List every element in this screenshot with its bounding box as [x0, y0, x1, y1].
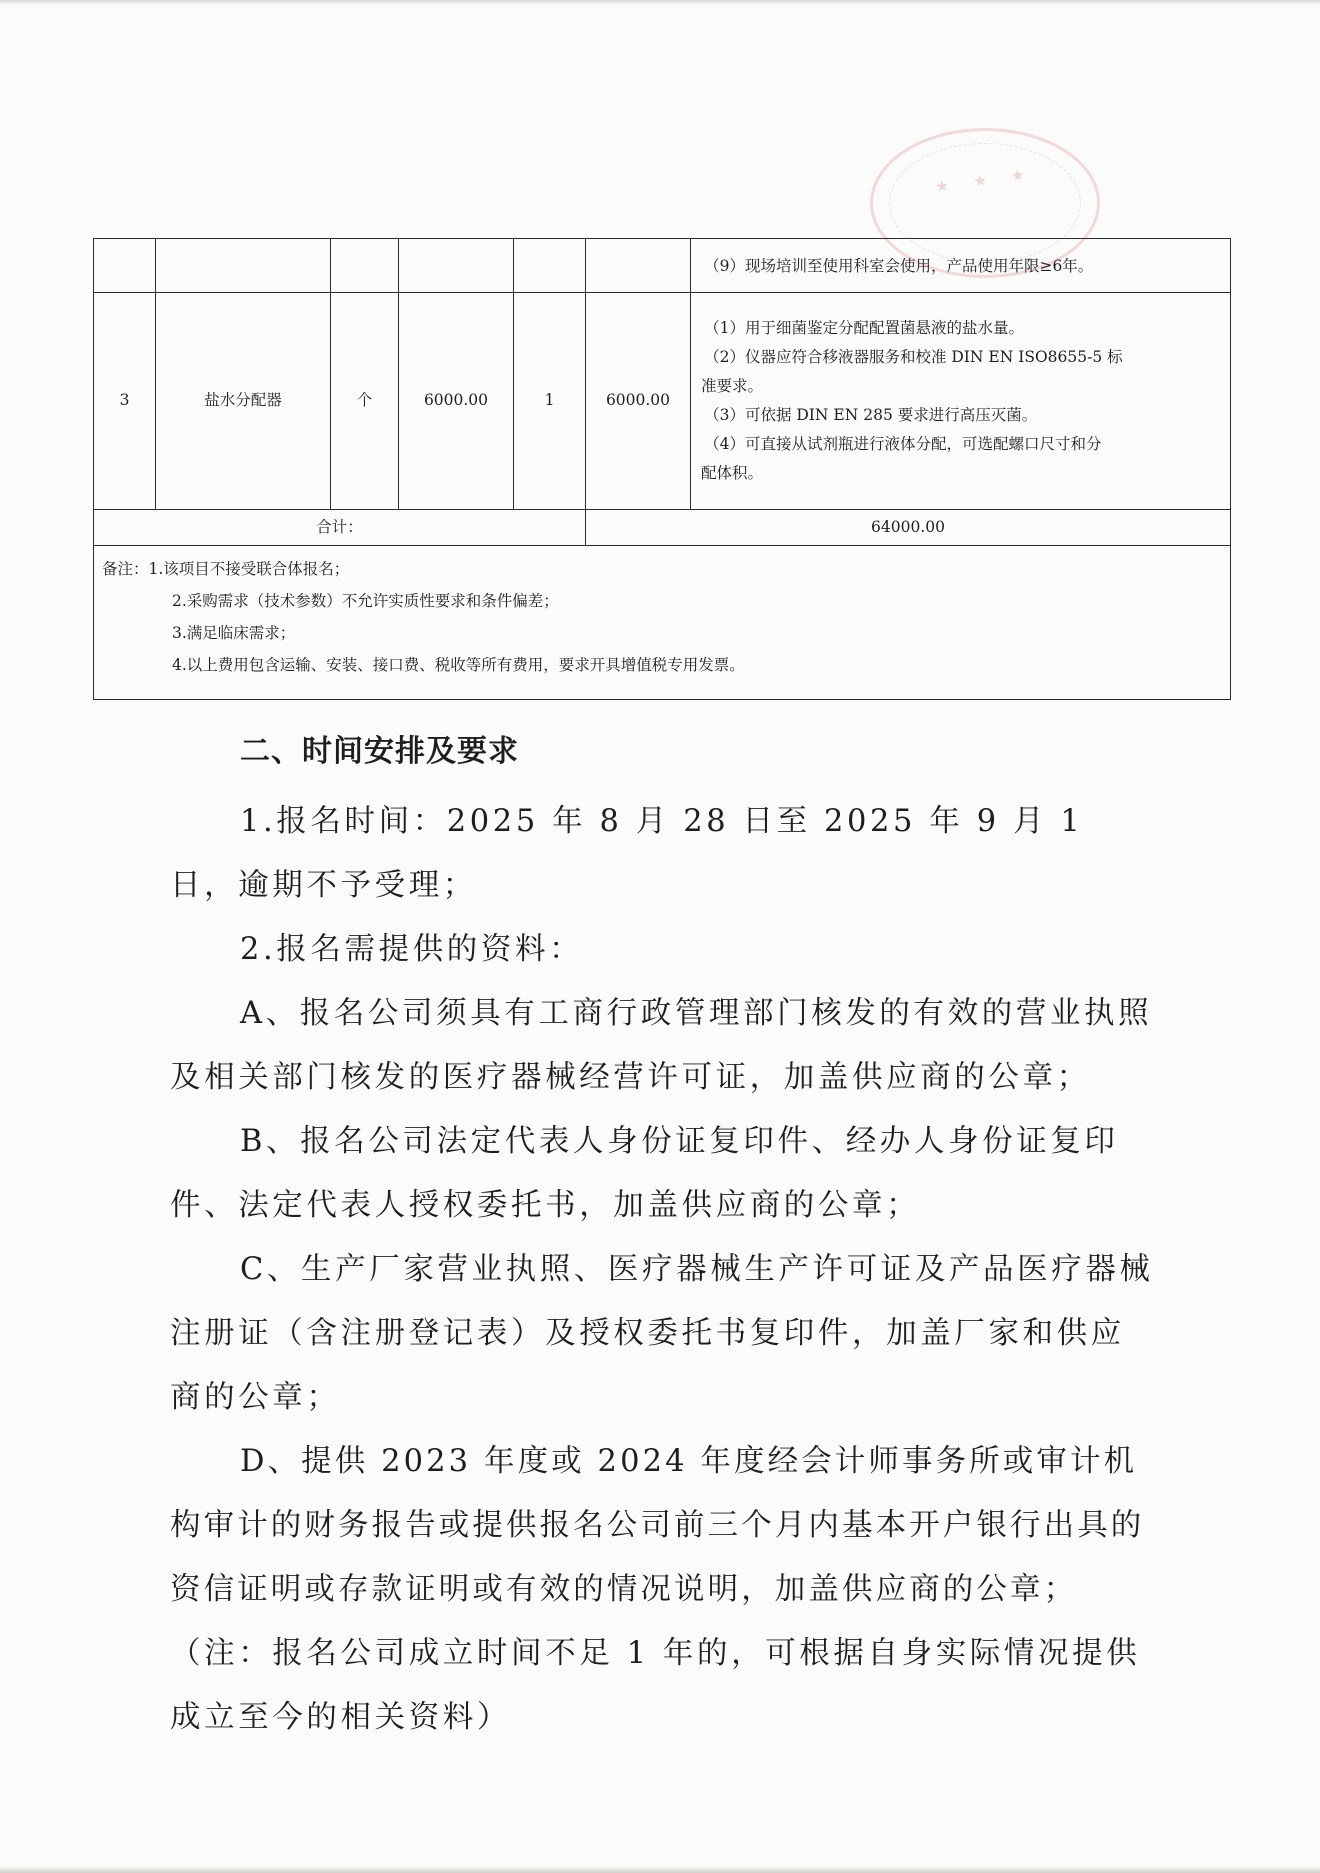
spec-cell [691, 293, 1231, 510]
paragraph: 1.报名时间：2025 年 8 月 28 日至 2025 年 9 月 1 日，逾期不予受理； [170, 804, 1084, 903]
spec-line: 准要求。 [701, 377, 764, 395]
notes-row [94, 546, 1231, 700]
total-row [94, 510, 1231, 546]
spec-line: （2）仪器应符合移液器服务和校准 DIN EN ISO8655-5 标 [704, 348, 1123, 366]
item-unit: 个 [331, 293, 399, 510]
total-value: 64000.00 [586, 510, 1231, 546]
table-cell [514, 239, 586, 293]
scan-top-edge [0, 0, 1320, 4]
paragraph: 2.报名需提供的资料： [240, 932, 584, 967]
table-cell [94, 239, 156, 293]
section-heading: 二、时间安排及要求 [240, 734, 519, 769]
section-body [170, 790, 1155, 1750]
item-index: 3 [94, 293, 156, 510]
spec-line: 配体积。 [701, 464, 764, 482]
table-cell [156, 239, 331, 293]
table-row [94, 239, 1231, 293]
table-cell [331, 239, 399, 293]
item-unit-price: 6000.00 [399, 293, 514, 510]
table-cell [586, 239, 691, 293]
procurement-table [93, 238, 1231, 700]
notes-cell [94, 546, 1231, 700]
paragraph: C、生产厂家营业执照、医疗器械生产许可证及产品医疗器械注册证（含注册登记表）及授权委托书复印件，加盖厂家和供应商的公章； [170, 1252, 1154, 1415]
note-item: 4.以上费用包含运输、安装、接口费、税收等所有费用，要求开具增值税专用发票。 [172, 656, 745, 674]
item-quantity: 1 [514, 293, 586, 510]
scan-bottom-edge [0, 1867, 1320, 1873]
notes-label: 备注： [102, 560, 149, 578]
note-line [102, 553, 1222, 585]
note-item: 1.该项目不接受联合体报名； [148, 560, 350, 578]
spec-line: （3）可依据 DIN EN 285 要求进行高压灭菌。 [704, 406, 1038, 424]
paragraph: D、提供 2023 年度或 2024 年度经会计师事务所或审计机构审计的财务报告或提供报名公司前三个月内基本开户银行出具的资信证明或存款证明或有效的情况说明，加盖供应商的公章； [170, 1444, 1145, 1607]
spec-cell [691, 239, 1231, 293]
spec-line: （4）可直接从试剂瓶进行液体分配，可选配螺口尺寸和分 [704, 435, 1102, 453]
table-cell [399, 239, 514, 293]
item-name: 盐水分配器 [156, 293, 331, 510]
paragraph: B、报名公司法定代表人身份证复印件、经办人身份证复印件、法定代表人授权委托书，加盖供应商的公章； [170, 1124, 1119, 1223]
seal-text: ★ ★ ★ [934, 164, 1036, 196]
note-item: 2.采购需求（技术参数）不允许实质性要求和条件偏差； [172, 592, 559, 610]
total-label: 合计： [94, 510, 586, 546]
spec-line: （1）用于细菌鉴定分配配置菌悬液的盐水量。 [704, 319, 1024, 337]
paragraph: （注：报名公司成立时间不足 1 年的，可根据自身实际情况提供成立至今的相关资料） [170, 1636, 1141, 1735]
table-row [94, 293, 1231, 510]
spec-line: （9）现场培训至使用科室会使用，产品使用年限≥6年。 [704, 257, 1094, 275]
paragraph: A、报名公司须具有工商行政管理部门核发的有效的营业执照及相关部门核发的医疗器械经营许可证，加盖供应商的公章； [170, 996, 1153, 1095]
note-item: 3.满足临床需求； [172, 624, 296, 642]
item-amount: 6000.00 [586, 293, 691, 510]
